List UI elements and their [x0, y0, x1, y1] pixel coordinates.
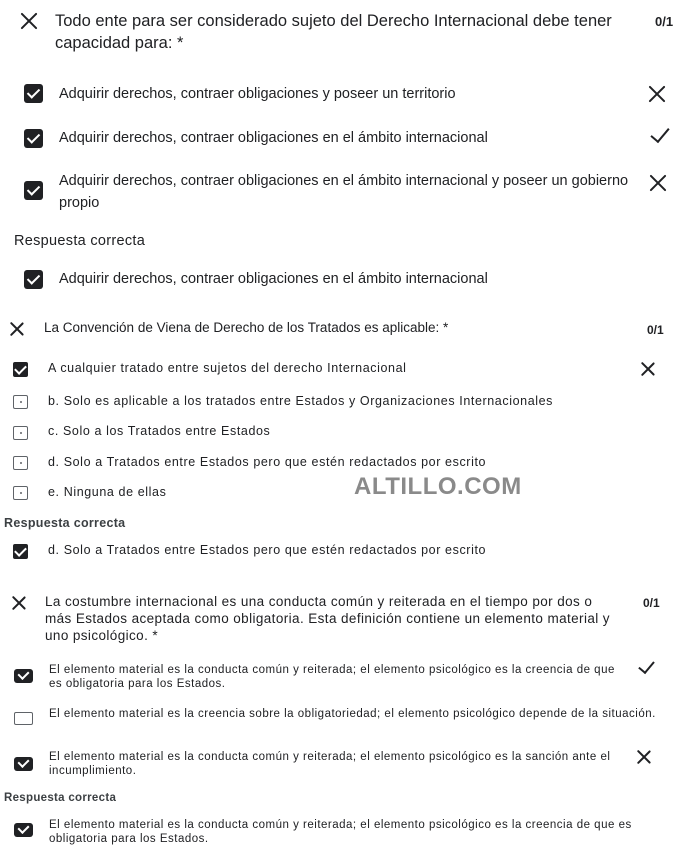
checkbox-unchecked[interactable]: [14, 712, 33, 725]
question-2-option-c[interactable]: c. Solo a los Tratados entre Estados: [48, 424, 271, 438]
question-3-correct-answer: El elemento material es la conducta común y reiterada; el elemento psicológico es la creencia de que es obligatoria para los Estados.: [49, 819, 632, 845]
checkbox-checked[interactable]: [24, 129, 43, 148]
question-2-option-b[interactable]: b. Solo es aplicable a los tratados entre Estados y Organizaciones Internacionales: [48, 394, 554, 408]
question-2-option-e[interactable]: e. Ninguna de ellas: [48, 485, 167, 499]
incorrect-mark-icon: [637, 750, 651, 764]
question-2-correct-answer: d. Solo a Tratados entre Estados pero que estén redactados por escrito: [48, 543, 487, 557]
checkbox-checked: [24, 270, 43, 289]
checkbox-checked[interactable]: [14, 669, 33, 683]
checkbox-unchecked[interactable]: [13, 486, 28, 500]
checkbox-unchecked[interactable]: [13, 426, 28, 440]
checkbox-checked[interactable]: [13, 362, 28, 377]
incorrect-mark-icon: [648, 85, 666, 103]
incorrect-mark-icon: [649, 174, 667, 192]
correct-mark-icon: [650, 123, 669, 143]
question-2-score: 0/1: [647, 323, 664, 337]
correct-answer-label: Respuesta correcta: [4, 516, 126, 530]
question-2-option-d[interactable]: d. Solo a Tratados entre Estados pero que estén redactados por escrito: [48, 455, 487, 469]
question-3-option-1[interactable]: El elemento material es la conducta común y reiterada; el elemento psicológico es la creencia de que es obligatoria para los Estados.: [49, 664, 615, 690]
incorrect-question-icon: [12, 596, 26, 610]
question-1-title: Todo ente para ser considerado sujeto del Derecho Internacional debe tener capacidad para: *: [55, 12, 612, 52]
question-2-title: La Convención de Viena de Derecho de los Tratados es aplicable: *: [44, 320, 449, 335]
question-3-option-2[interactable]: El elemento material es la creencia sobre la obligatoriedad; el elemento psicológico depende de la situación.: [49, 708, 656, 720]
correct-answer-label: Respuesta correcta: [4, 792, 117, 804]
correct-answer-label: Respuesta correcta: [14, 233, 146, 249]
checkbox-checked[interactable]: [24, 181, 43, 200]
correct-mark-icon: [638, 657, 655, 674]
incorrect-question-icon: [20, 12, 38, 30]
incorrect-mark-icon: [641, 362, 655, 376]
question-3-option-3[interactable]: El elemento material es la conducta común y reiterada; el elemento psicológico es la sanción ante el incumplimiento.: [49, 751, 611, 777]
checkbox-checked[interactable]: [24, 84, 43, 103]
checkbox-checked: [13, 544, 28, 559]
question-3-score: 0/1: [643, 596, 660, 610]
checkbox-unchecked[interactable]: [13, 395, 28, 409]
question-1-correct-answer: Adquirir derechos, contraer obligaciones en el ámbito internacional: [59, 271, 488, 287]
question-3-title: La costumbre internacional es una conducta común y reiterada en el tiempo por dos o más Estados aceptada como obligatoria. Esta definición contiene un elemento material y uno psicológico. *: [45, 594, 610, 643]
checkbox-checked[interactable]: [14, 757, 33, 771]
checkbox-unchecked[interactable]: [13, 456, 28, 470]
checkbox-checked: [14, 823, 33, 837]
question-1-option-1[interactable]: Adquirir derechos, contraer obligaciones y poseer un territorio: [59, 86, 456, 102]
watermark: ALTILLO.COM: [354, 473, 522, 500]
question-1-option-2[interactable]: Adquirir derechos, contraer obligaciones en el ámbito internacional: [59, 130, 488, 146]
question-1-option-3[interactable]: Adquirir derechos, contraer obligaciones en el ámbito internacional y poseer un gobierno propio: [59, 173, 629, 211]
question-1-score: 0/1: [655, 14, 674, 29]
question-2-option-a[interactable]: A cualquier tratado entre sujetos del derecho Internacional: [48, 361, 407, 375]
incorrect-question-icon: [10, 322, 24, 336]
